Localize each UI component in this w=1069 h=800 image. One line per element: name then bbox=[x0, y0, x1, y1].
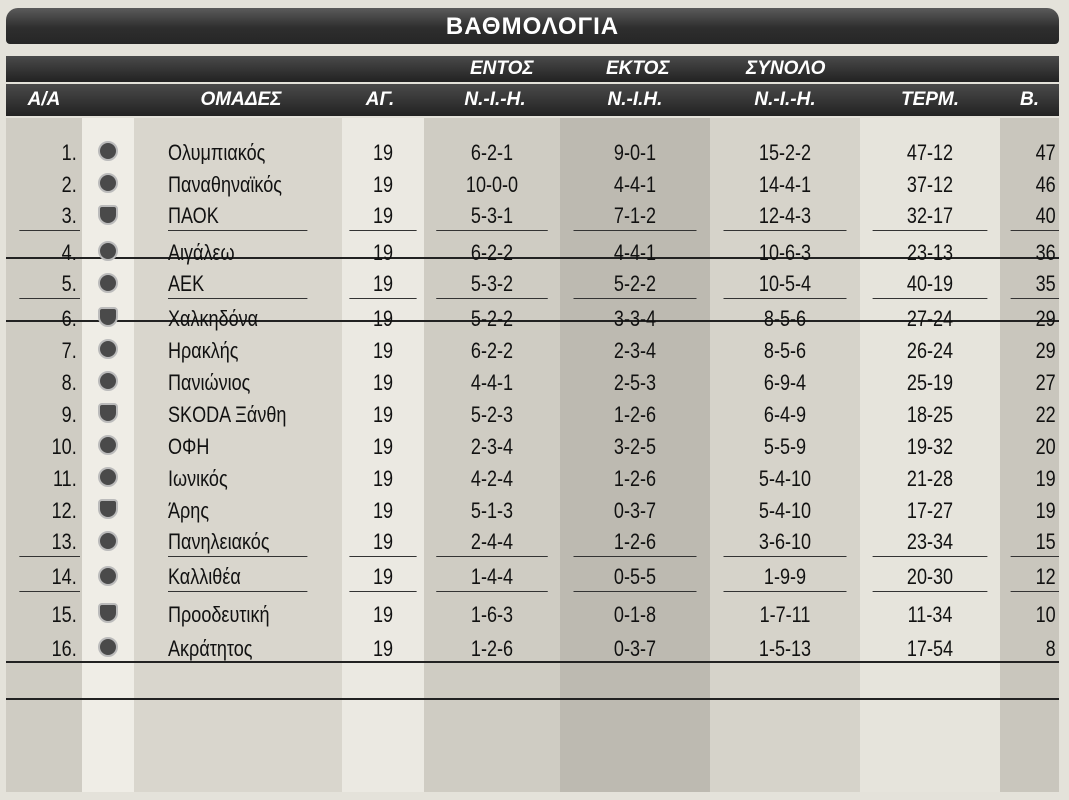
cell-goals: 40-19 bbox=[873, 268, 988, 299]
cell-pos: 10. bbox=[51, 434, 77, 459]
cell-team: Καλλιθέα bbox=[168, 561, 307, 592]
team-crest-icon bbox=[98, 241, 118, 261]
cell-goals: 27-24 bbox=[906, 306, 954, 331]
cell-points: 12 bbox=[1011, 561, 1059, 592]
col-header-points: Β. bbox=[1020, 89, 1039, 110]
cell-away: 4-4-1 bbox=[613, 240, 657, 265]
cell-home: 1-4-4 bbox=[436, 561, 548, 592]
cell-points: 10 bbox=[1035, 602, 1056, 627]
group-header-total: ΣΥΝΟΛΟ bbox=[746, 58, 826, 79]
cell-played: 19 bbox=[372, 140, 394, 165]
cell-total: 6-9-4 bbox=[763, 370, 807, 395]
team-crest-icon bbox=[98, 205, 118, 225]
cell-played: 19 bbox=[372, 338, 394, 363]
cell-total: 10-6-3 bbox=[758, 240, 812, 265]
cell-total: 1-5-13 bbox=[758, 636, 812, 661]
col-header-team: ΟΜΑΔΕΣ bbox=[200, 89, 282, 110]
cell-team: Παναθηναϊκός bbox=[168, 172, 282, 197]
cell-team: Προοδευτική bbox=[168, 602, 270, 627]
col-header-played: ΑΓ. bbox=[365, 89, 395, 110]
table-row bbox=[6, 430, 1059, 461]
cell-team: ΑΕΚ bbox=[168, 268, 307, 299]
cell-goals: 18-25 bbox=[906, 402, 954, 427]
team-crest-icon bbox=[98, 371, 118, 391]
table-row bbox=[6, 136, 1059, 167]
cell-goals: 47-12 bbox=[906, 140, 954, 165]
team-crest-icon bbox=[98, 339, 118, 359]
cell-away: 0-3-7 bbox=[613, 636, 657, 661]
cell-home: 10-0-0 bbox=[465, 172, 519, 197]
cell-goals: 19-32 bbox=[906, 434, 954, 459]
cell-goals: 21-28 bbox=[906, 466, 954, 491]
cell-away: 0-5-5 bbox=[574, 561, 697, 592]
cell-total: 5-4-10 bbox=[758, 466, 812, 491]
cell-played: 19 bbox=[372, 172, 394, 197]
cell-pos: 7. bbox=[61, 338, 77, 363]
standings-table-body bbox=[6, 118, 1059, 792]
cell-team: Χαλκηδόνα bbox=[168, 306, 259, 331]
team-crest-icon bbox=[98, 531, 118, 551]
cell-total: 1-7-11 bbox=[759, 602, 811, 627]
cell-team: Ακράτητος bbox=[168, 636, 253, 661]
cell-home: 5-3-1 bbox=[436, 200, 548, 231]
cell-home: 2-4-4 bbox=[436, 526, 548, 557]
cell-away: 0-1-8 bbox=[613, 602, 657, 627]
table-row bbox=[6, 598, 1059, 629]
cell-home: 1-6-3 bbox=[470, 602, 514, 627]
col-header-home: Ν.-Ι.-Η. bbox=[464, 89, 526, 110]
table-row bbox=[6, 236, 1059, 267]
cell-team: ΠΑΟΚ bbox=[168, 200, 307, 231]
cell-goals: 23-13 bbox=[906, 240, 954, 265]
team-crest-icon bbox=[98, 603, 118, 623]
cell-goals: 26-24 bbox=[906, 338, 954, 363]
cell-home: 4-4-1 bbox=[470, 370, 514, 395]
cell-played: 19 bbox=[372, 306, 394, 331]
table-row bbox=[6, 302, 1059, 333]
cell-team: Ολυμπιακός bbox=[168, 140, 266, 165]
cell-away: 0-3-7 bbox=[613, 498, 657, 523]
column-header-row bbox=[6, 84, 1059, 116]
cell-points: 22 bbox=[1035, 402, 1056, 427]
col-header-away: Ν.-Ι.Η. bbox=[607, 89, 663, 110]
cell-total: 8-5-6 bbox=[763, 306, 807, 331]
team-crest-icon bbox=[98, 273, 118, 293]
cell-home: 5-3-2 bbox=[436, 268, 548, 299]
cell-points: 46 bbox=[1035, 172, 1056, 197]
cell-home: 4-2-4 bbox=[470, 466, 514, 491]
table-row bbox=[6, 366, 1059, 397]
cell-goals: 11-34 bbox=[907, 602, 953, 627]
cell-total: 3-6-10 bbox=[724, 526, 847, 557]
cell-total: 6-4-9 bbox=[763, 402, 807, 427]
cell-goals: 25-19 bbox=[906, 370, 954, 395]
table-row bbox=[6, 268, 1059, 299]
table-row bbox=[6, 200, 1059, 231]
cell-goals: 17-27 bbox=[906, 498, 954, 523]
table-row bbox=[6, 462, 1059, 493]
team-crest-icon bbox=[98, 403, 118, 423]
table-row bbox=[6, 632, 1059, 663]
cell-points: 36 bbox=[1035, 240, 1056, 265]
cell-played: 19 bbox=[372, 636, 394, 661]
cell-home: 6-2-1 bbox=[470, 140, 514, 165]
team-crest-icon bbox=[98, 499, 118, 519]
cell-pos: 11. bbox=[52, 466, 77, 491]
cell-away: 7-1-2 bbox=[574, 200, 697, 231]
cell-home: 6-2-2 bbox=[470, 240, 514, 265]
cell-away: 2-3-4 bbox=[613, 338, 657, 363]
cell-total: 5-5-9 bbox=[763, 434, 807, 459]
cell-team: Αιγάλεω bbox=[168, 240, 235, 265]
table-row bbox=[6, 561, 1059, 592]
cell-team: Ιωνικός bbox=[168, 466, 228, 491]
cell-total: 1-9-9 bbox=[724, 561, 847, 592]
cell-points: 47 bbox=[1035, 140, 1056, 165]
cell-goals: 32-17 bbox=[873, 200, 988, 231]
cell-played: 19 bbox=[372, 370, 394, 395]
cell-goals: 17-54 bbox=[906, 636, 954, 661]
cell-played: 19 bbox=[372, 240, 394, 265]
cell-away: 9-0-1 bbox=[613, 140, 657, 165]
team-crest-icon bbox=[98, 141, 118, 161]
cell-played: 19 bbox=[349, 561, 416, 592]
cell-away: 1-2-6 bbox=[574, 526, 697, 557]
group-header-away: ΕΚΤΟΣ bbox=[606, 58, 670, 79]
cell-away: 4-4-1 bbox=[613, 172, 657, 197]
cell-played: 19 bbox=[349, 268, 416, 299]
col-header-total: Ν.-Ι.-Η. bbox=[754, 89, 816, 110]
cell-points: 19 bbox=[1035, 466, 1056, 491]
cell-away: 3-2-5 bbox=[613, 434, 657, 459]
table-row bbox=[6, 334, 1059, 365]
cell-away: 5-2-2 bbox=[574, 268, 697, 299]
cell-played: 19 bbox=[372, 434, 394, 459]
cell-played: 19 bbox=[372, 498, 394, 523]
cell-points: 20 bbox=[1035, 434, 1056, 459]
cell-total: 15-2-2 bbox=[758, 140, 812, 165]
cell-pos: 14. bbox=[19, 561, 80, 592]
team-crest-icon bbox=[98, 637, 118, 657]
cell-total: 8-5-6 bbox=[763, 338, 807, 363]
team-crest-icon bbox=[98, 566, 118, 586]
cell-played: 19 bbox=[372, 602, 394, 627]
cell-points: 35 bbox=[1011, 268, 1059, 299]
team-crest-icon bbox=[98, 467, 118, 487]
cell-team: Πανηλειακός bbox=[168, 526, 307, 557]
group-header-home: ΕΝΤΟΣ bbox=[470, 58, 534, 79]
cell-team: Ηρακλής bbox=[168, 338, 239, 363]
cell-pos: 8. bbox=[61, 370, 77, 395]
team-crest-icon bbox=[98, 307, 118, 327]
cell-goals: 37-12 bbox=[906, 172, 954, 197]
team-crest-icon bbox=[98, 173, 118, 193]
cell-points: 15 bbox=[1011, 526, 1059, 557]
cell-total: 12-4-3 bbox=[724, 200, 847, 231]
cell-team: Άρης bbox=[168, 498, 210, 523]
col-header-goals: ΤΕΡΜ. bbox=[900, 89, 960, 110]
cell-total: 14-4-1 bbox=[758, 172, 812, 197]
cell-pos: 5. bbox=[19, 268, 80, 299]
cell-team: Πανιώνιος bbox=[168, 370, 251, 395]
cell-away: 2-5-3 bbox=[613, 370, 657, 395]
cell-pos: 15. bbox=[51, 602, 77, 627]
cell-played: 19 bbox=[349, 200, 416, 231]
cell-pos: 3. bbox=[19, 200, 80, 231]
cell-home: 5-1-3 bbox=[470, 498, 514, 523]
cell-pos: 12. bbox=[51, 498, 77, 523]
cell-away: 1-2-6 bbox=[613, 466, 657, 491]
cell-home: 1-2-6 bbox=[470, 636, 514, 661]
cell-total: 10-5-4 bbox=[724, 268, 847, 299]
cell-pos: 4. bbox=[61, 240, 77, 265]
team-crest-icon bbox=[98, 435, 118, 455]
cell-home: 5-2-3 bbox=[470, 402, 514, 427]
cell-played: 19 bbox=[349, 526, 416, 557]
cell-points: 19 bbox=[1035, 498, 1056, 523]
cell-goals: 23-34 bbox=[873, 526, 988, 557]
table-row bbox=[6, 398, 1059, 429]
group-header-row bbox=[6, 56, 1059, 82]
cell-goals: 20-30 bbox=[873, 561, 988, 592]
cell-points: 40 bbox=[1011, 200, 1059, 231]
col-header-pos: Α/Α bbox=[27, 89, 61, 110]
cell-away: 1-2-6 bbox=[613, 402, 657, 427]
cell-points: 29 bbox=[1035, 306, 1056, 331]
cell-pos: 1. bbox=[61, 140, 77, 165]
cell-points: 29 bbox=[1035, 338, 1056, 363]
cell-points: 8 bbox=[1045, 636, 1056, 661]
zone-separator bbox=[6, 698, 1059, 700]
cell-team: SKODA Ξάνθη bbox=[168, 402, 287, 427]
cell-played: 19 bbox=[372, 402, 394, 427]
cell-pos: 16. bbox=[51, 636, 77, 661]
table-row bbox=[6, 168, 1059, 199]
cell-home: 5-2-2 bbox=[470, 306, 514, 331]
cell-played: 19 bbox=[372, 466, 394, 491]
table-row bbox=[6, 494, 1059, 525]
cell-home: 6-2-2 bbox=[470, 338, 514, 363]
cell-home: 2-3-4 bbox=[470, 434, 514, 459]
cell-team: ΟΦΗ bbox=[168, 434, 210, 459]
cell-pos: 13. bbox=[19, 526, 80, 557]
cell-points: 27 bbox=[1035, 370, 1056, 395]
cell-total: 5-4-10 bbox=[758, 498, 812, 523]
table-row bbox=[6, 526, 1059, 557]
cell-pos: 6. bbox=[61, 306, 77, 331]
cell-pos: 2. bbox=[61, 172, 77, 197]
table-title: ΒΑΘΜΟΛΟΓΙΑ bbox=[6, 8, 1059, 44]
cell-away: 3-3-4 bbox=[613, 306, 657, 331]
cell-pos: 9. bbox=[61, 402, 77, 427]
